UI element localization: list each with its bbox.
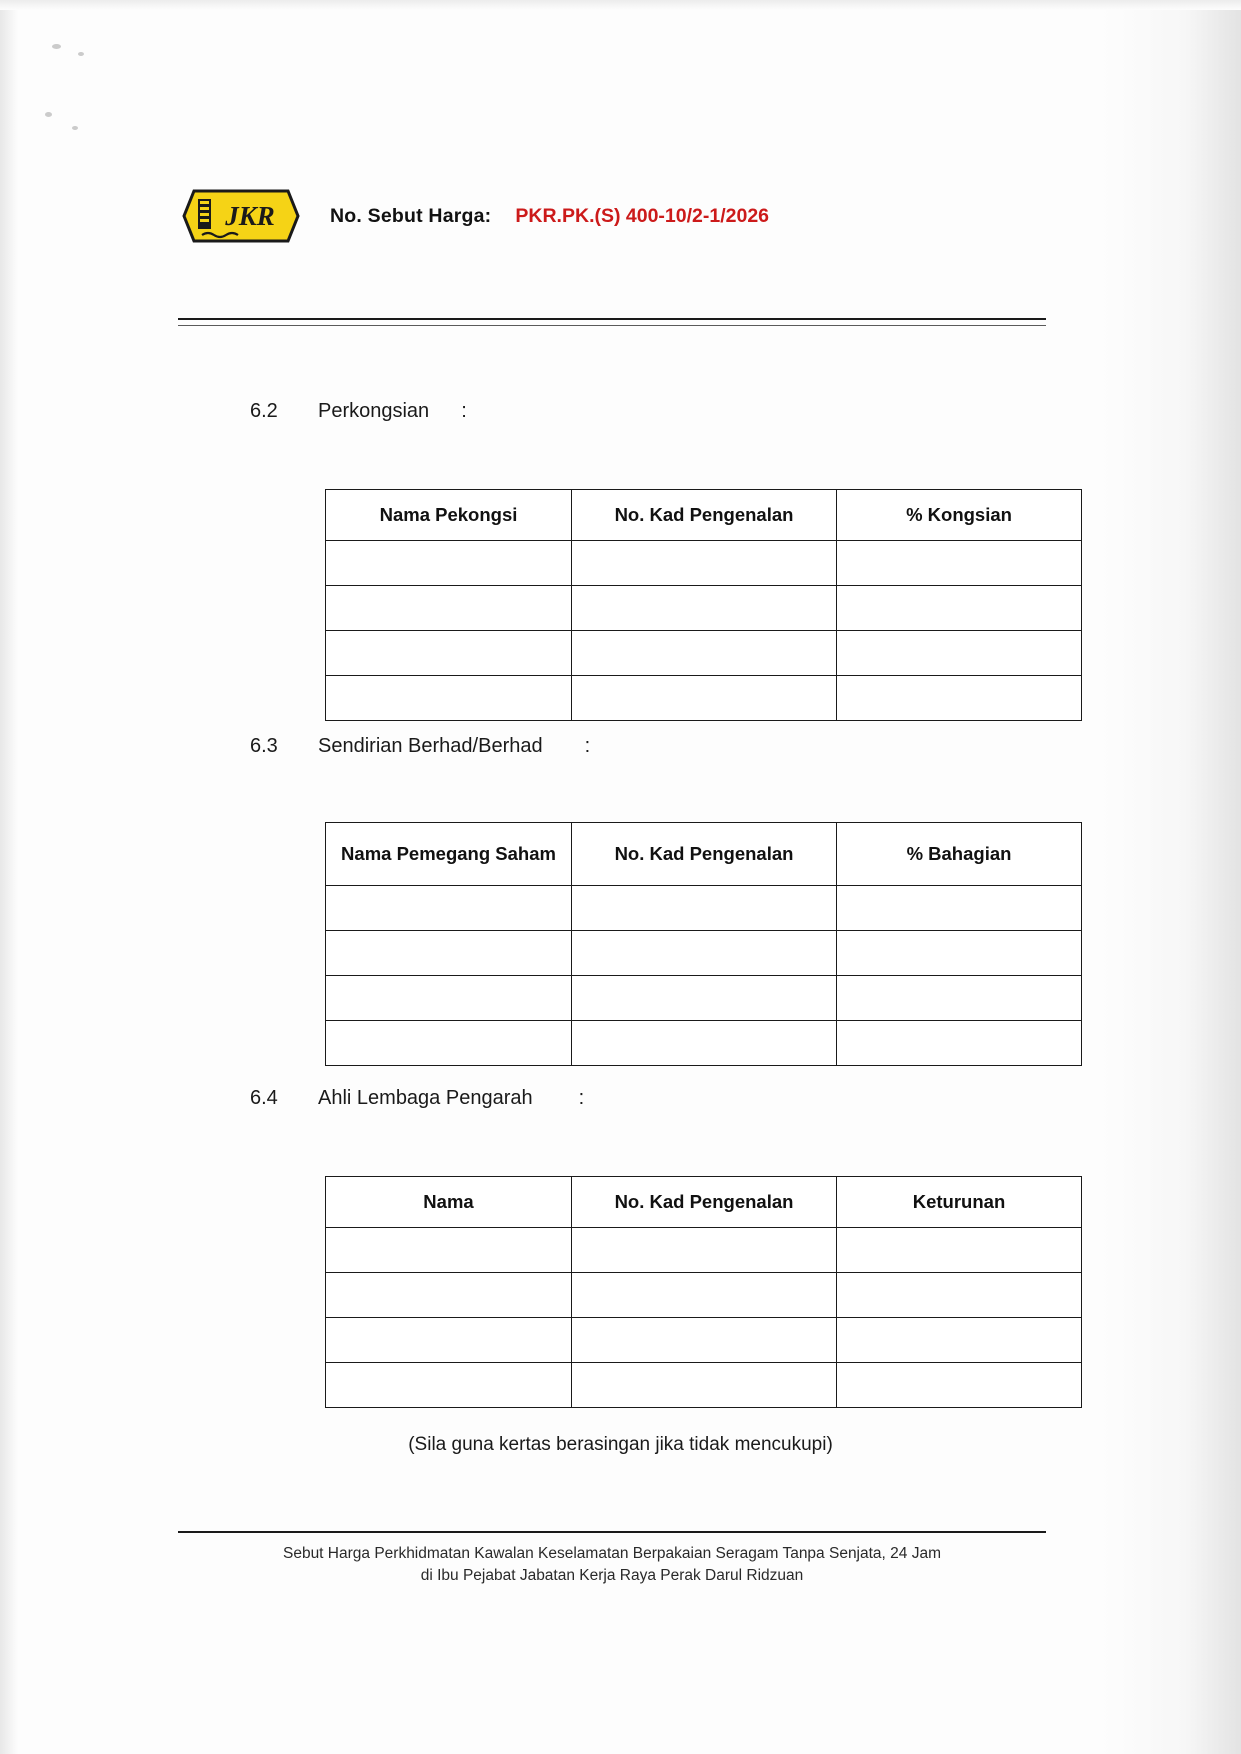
additional-paper-note: (Sila guna kertas berasingan jika tidak mencukupi) [408, 1434, 833, 1455]
table-row [326, 631, 1082, 676]
cell-no-kad-pengenalan[interactable] [572, 1228, 837, 1273]
table-row [326, 1273, 1082, 1318]
table-row [326, 1021, 1082, 1066]
cell-nama-pekongsi[interactable] [326, 631, 572, 676]
svg-text:JKR: JKR [225, 201, 275, 231]
cell-peratus-bahagian[interactable] [837, 976, 1082, 1021]
section-6-2-number: 6.2 [250, 400, 278, 422]
partnership-table [325, 489, 1082, 721]
cell-nama-pekongsi[interactable] [326, 541, 572, 586]
section-6-4-title: Ahli Lembaga Pengarah [318, 1087, 533, 1109]
cell-keturunan[interactable] [837, 1363, 1082, 1408]
column-header-nama-pemegang-saham: Nama Pemegang Saham [326, 823, 572, 886]
shareholder-table [325, 822, 1082, 1066]
footer-line-2: di Ibu Pejabat Jabatan Kerja Raya Perak Darul Ridzuan [420, 1567, 804, 1585]
table-header-row [326, 490, 1082, 541]
cell-no-kad-pengenalan[interactable] [572, 931, 837, 976]
column-header-keturunan: Keturunan [837, 1177, 1082, 1228]
cell-nama-pemegang-saham[interactable] [326, 886, 572, 931]
section-6-4-heading [0, 1087, 1241, 1110]
footer-line-1: Sebut Harga Perkhidmatan Kawalan Keselamatan Berpakaian Seragam Tanpa Senjata, 24 Jam [282, 1545, 941, 1562]
column-header-no-kad-pengenalan: No. Kad Pengenalan [572, 1177, 837, 1228]
section-6-4-number: 6.4 [250, 1087, 278, 1109]
cell-peratus-kongsian[interactable] [837, 586, 1082, 631]
section-6-3-title: Sendirian Berhad/Berhad [318, 735, 543, 757]
cell-nama-pemegang-saham[interactable] [326, 976, 572, 1021]
cell-nama-pemegang-saham[interactable] [326, 931, 572, 976]
table-row [326, 586, 1082, 631]
quote-number-value: PKR.PK.(S) 400-10/2-1/2026 [515, 204, 770, 227]
section-6-3-number: 6.3 [250, 735, 278, 757]
cell-no-kad-pengenalan[interactable] [572, 1318, 837, 1363]
section-6-4 [0, 1087, 1241, 1408]
section-6-4-colon: : [578, 1087, 585, 1109]
cell-no-kad-pengenalan[interactable] [572, 976, 837, 1021]
cell-peratus-bahagian[interactable] [837, 1021, 1082, 1066]
column-header-peratus-bahagian: % Bahagian [837, 823, 1082, 886]
jkr-logo-icon [180, 185, 302, 247]
column-header-nama-pekongsi: Nama Pekongsi [326, 490, 572, 541]
table-row [326, 1318, 1082, 1363]
cell-nama[interactable] [326, 1363, 572, 1408]
column-header-no-kad-pengenalan: No. Kad Pengenalan [572, 823, 837, 886]
document-header [180, 185, 769, 247]
table-row [326, 976, 1082, 1021]
cell-no-kad-pengenalan[interactable] [572, 1021, 837, 1066]
cell-nama-pekongsi[interactable] [326, 676, 572, 721]
table-row [326, 931, 1082, 976]
cell-no-kad-pengenalan[interactable] [572, 1273, 837, 1318]
scan-speck [78, 52, 84, 56]
cell-no-kad-pengenalan[interactable] [572, 676, 837, 721]
table-row [326, 676, 1082, 721]
cell-peratus-kongsian[interactable] [837, 631, 1082, 676]
table-row [326, 1363, 1082, 1408]
section-6-2-title: Perkongsian [318, 400, 430, 422]
table-row [326, 1228, 1082, 1273]
section-6-3-colon: : [584, 735, 591, 757]
table-header-row [326, 1177, 1082, 1228]
cell-peratus-bahagian[interactable] [837, 931, 1082, 976]
table-row [326, 886, 1082, 931]
cell-peratus-bahagian[interactable] [837, 886, 1082, 931]
table-header-row [326, 823, 1082, 886]
footer-divider [178, 1531, 1046, 1533]
section-6-2-heading [0, 400, 1241, 423]
cell-nama[interactable] [326, 1318, 572, 1363]
cell-no-kad-pengenalan[interactable] [572, 886, 837, 931]
column-header-nama: Nama [326, 1177, 572, 1228]
section-6-2-colon: : [461, 400, 467, 422]
cell-keturunan[interactable] [837, 1228, 1082, 1273]
cell-nama-pemegang-saham[interactable] [326, 1021, 572, 1066]
section-6-2 [0, 400, 1241, 721]
footer [178, 1543, 1046, 1588]
cell-no-kad-pengenalan[interactable] [572, 631, 837, 676]
scan-edge-top [0, 0, 1241, 10]
section-6-3-heading [0, 735, 1241, 758]
cell-keturunan[interactable] [837, 1318, 1082, 1363]
cell-nama-pekongsi[interactable] [326, 586, 572, 631]
section-6-3 [0, 735, 1241, 1066]
cell-peratus-kongsian[interactable] [837, 541, 1082, 586]
cell-no-kad-pengenalan[interactable] [572, 586, 837, 631]
directors-table [325, 1176, 1082, 1408]
table-row [326, 541, 1082, 586]
column-header-no-kad-pengenalan: No. Kad Pengenalan [572, 490, 837, 541]
scan-speck [72, 126, 78, 130]
cell-no-kad-pengenalan[interactable] [572, 1363, 837, 1408]
column-header-peratus-kongsian: % Kongsian [837, 490, 1082, 541]
cell-peratus-kongsian[interactable] [837, 676, 1082, 721]
header-divider [178, 318, 1046, 326]
cell-no-kad-pengenalan[interactable] [572, 541, 837, 586]
quote-number-label: No. Sebut Harga: [330, 204, 492, 227]
cell-nama[interactable] [326, 1228, 572, 1273]
scan-speck [52, 44, 61, 49]
cell-nama[interactable] [326, 1273, 572, 1318]
scan-speck [45, 112, 52, 117]
cell-keturunan[interactable] [837, 1273, 1082, 1318]
